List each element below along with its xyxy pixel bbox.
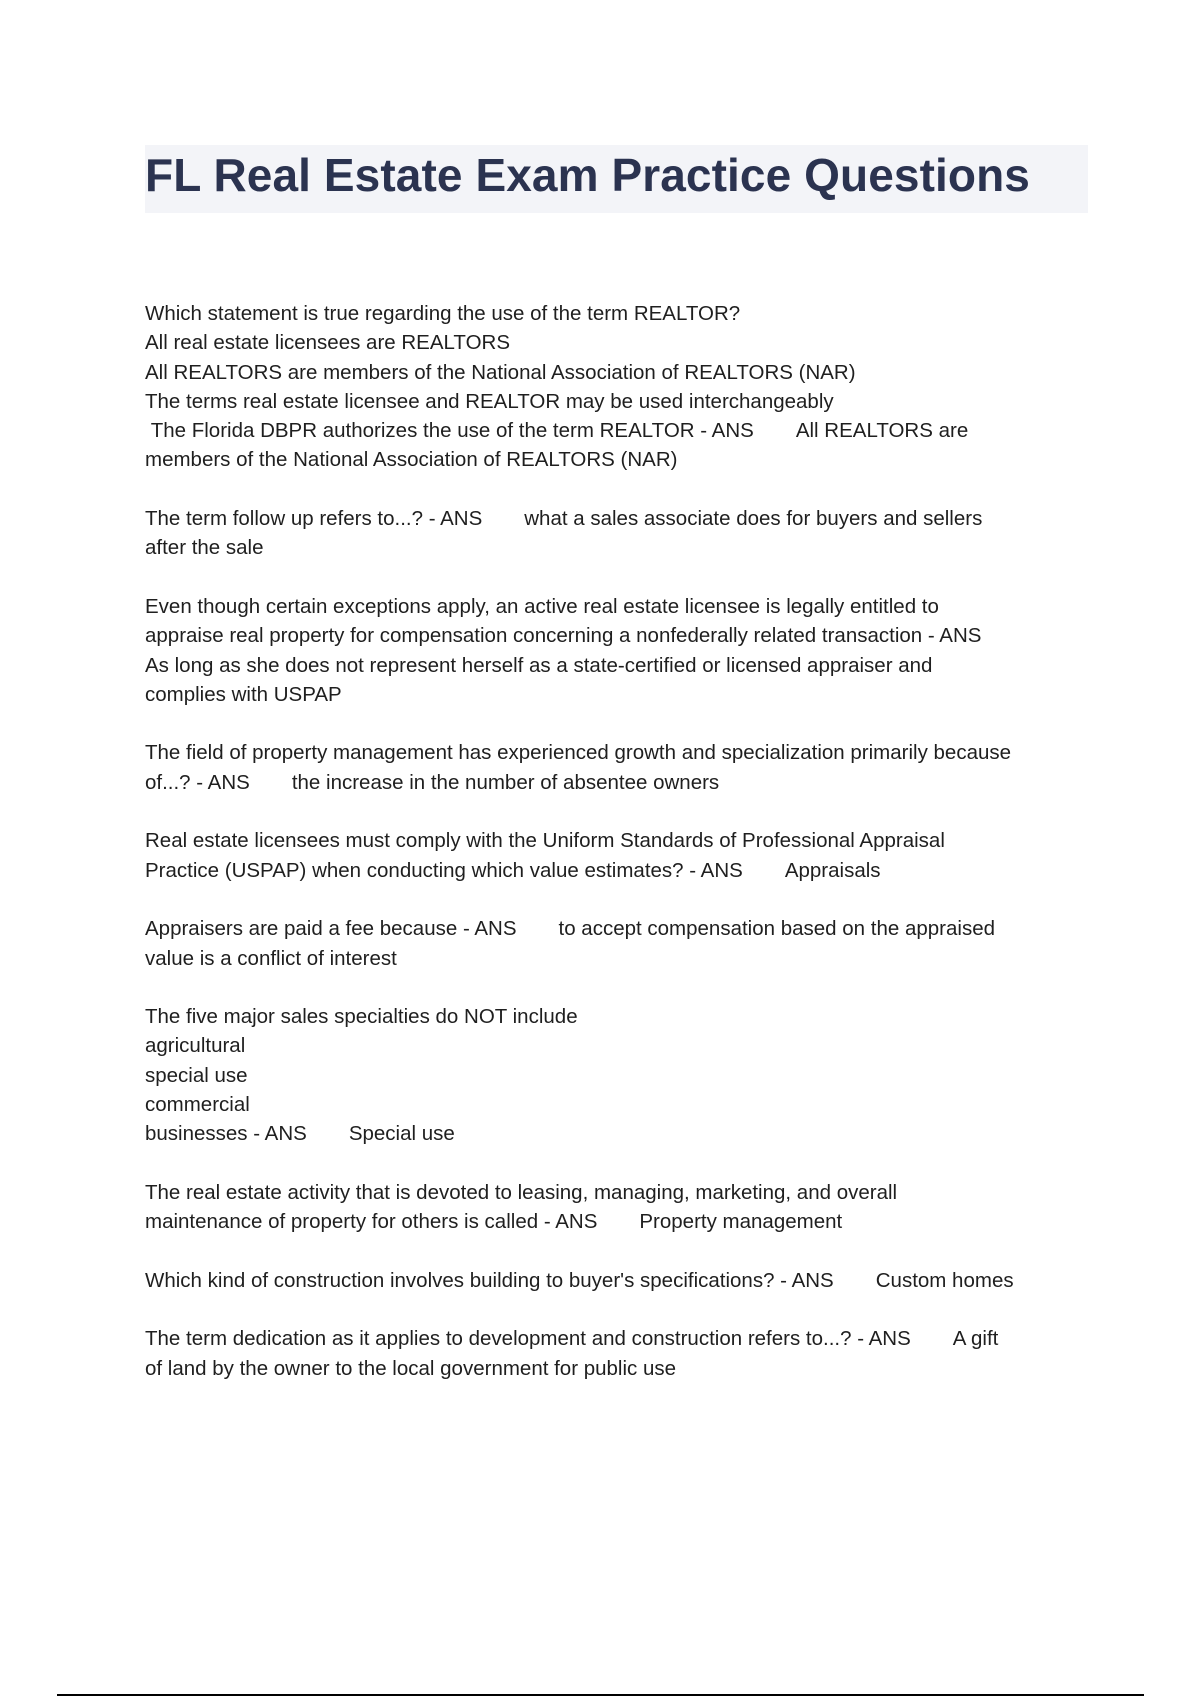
answer-text: Property management <box>639 1210 843 1234</box>
qa-line <box>145 768 1095 797</box>
answer-text: the increase in the number of absentee owners <box>291 770 720 794</box>
qa-line <box>145 1207 1095 1236</box>
qa-line <box>145 914 1095 943</box>
qa-item <box>145 299 1095 475</box>
qa-line-text: businesses - ANS <box>145 1122 307 1146</box>
qa-line <box>145 1266 1095 1295</box>
qa-line: The field of property management has experienced growth and specialization primarily because <box>145 741 1012 765</box>
qa-item <box>145 826 1095 885</box>
qa-line-text: members of the National Association of REALTORS (NAR) <box>145 448 678 472</box>
qa-item <box>145 1002 1095 1148</box>
qa-line-text: The Florida DBPR authorizes the use of the term REALTOR - ANS <box>145 419 754 443</box>
qa-item <box>145 738 1095 797</box>
qa-line-text: Appraisers are paid a fee because - ANS <box>145 917 517 941</box>
qa-line <box>145 856 1095 885</box>
qa-line: The terms real estate licensee and REALTOR may be used interchangeably <box>145 389 834 413</box>
answer-text: All REALTORS are <box>795 419 969 443</box>
answer-text: Custom homes <box>875 1268 1014 1292</box>
qa-line-text: of...? - ANS <box>145 770 250 794</box>
qa-item <box>145 914 1095 973</box>
answer-text: to accept compensation based on the appraised <box>558 917 995 941</box>
qa-line: The real estate activity that is devoted to leasing, managing, marketing, and overall <box>145 1180 898 1204</box>
qa-line <box>145 416 1095 445</box>
qa-line: Real estate licensees must comply with the Uniform Standards of Professional Appraisal <box>145 829 945 853</box>
qa-item <box>145 592 1095 709</box>
qa-line-text: The term dedication as it applies to development and construction refers to...? - ANS <box>145 1327 911 1351</box>
qa-line: Which statement is true regarding the use of the term REALTOR? <box>145 302 741 325</box>
qa-line: The five major sales specialties do NOT include <box>145 1005 578 1029</box>
qa-line <box>145 944 1095 973</box>
qa-line <box>145 1354 1095 1383</box>
qa-line: appraise real property for compensation concerning a nonfederally related transaction - ANS <box>145 624 982 648</box>
qa-item <box>145 1178 1095 1237</box>
qa-line: Even though certain exceptions apply, an active real estate licensee is legally entitled to <box>145 594 939 618</box>
qa-line: All REALTORS are members of the National Association of REALTORS (NAR) <box>145 360 856 384</box>
qa-item <box>145 504 1095 563</box>
qa-item <box>145 1266 1095 1295</box>
qa-line-text: Practice (USPAP) when conducting which value estimates? - ANS <box>145 858 743 882</box>
answer-text: what a sales associate does for buyers and sellers <box>524 507 983 531</box>
qa-line-text: of land by the owner to the local government for public use <box>145 1356 677 1380</box>
qa-line <box>145 445 1095 474</box>
answer-text: A gift <box>952 1327 999 1351</box>
question-answer-list <box>145 299 1095 1412</box>
qa-line <box>145 1119 1095 1148</box>
page-title: FL Real Estate Exam Practice Questions <box>145 149 1030 201</box>
qa-line: special use <box>145 1063 248 1087</box>
qa-line: commercial <box>145 1093 250 1117</box>
answer-text: Appraisals <box>784 858 881 882</box>
qa-line: All real estate licensees are REALTORS <box>145 331 510 355</box>
qa-line: As long as she does not represent herself as a state-certified or licensed appraiser and <box>145 653 933 677</box>
qa-line: agricultural <box>145 1034 246 1058</box>
qa-item <box>145 1324 1095 1383</box>
qa-line-text: maintenance of property for others is called - ANS <box>145 1210 598 1234</box>
qa-line <box>145 1324 1095 1353</box>
qa-line <box>145 533 1095 562</box>
qa-line-text: Which kind of construction involves building to buyer's specifications? - ANS <box>145 1268 834 1292</box>
qa-line: complies with USPAP <box>145 682 342 706</box>
qa-line <box>145 504 1095 533</box>
qa-line-text: value is a conflict of interest <box>145 946 397 970</box>
answer-text: Special use <box>348 1122 455 1146</box>
qa-line-text: The term follow up refers to...? - ANS <box>145 507 483 531</box>
footer-rule <box>57 1694 1144 1696</box>
qa-line-text: after the sale <box>145 536 264 560</box>
